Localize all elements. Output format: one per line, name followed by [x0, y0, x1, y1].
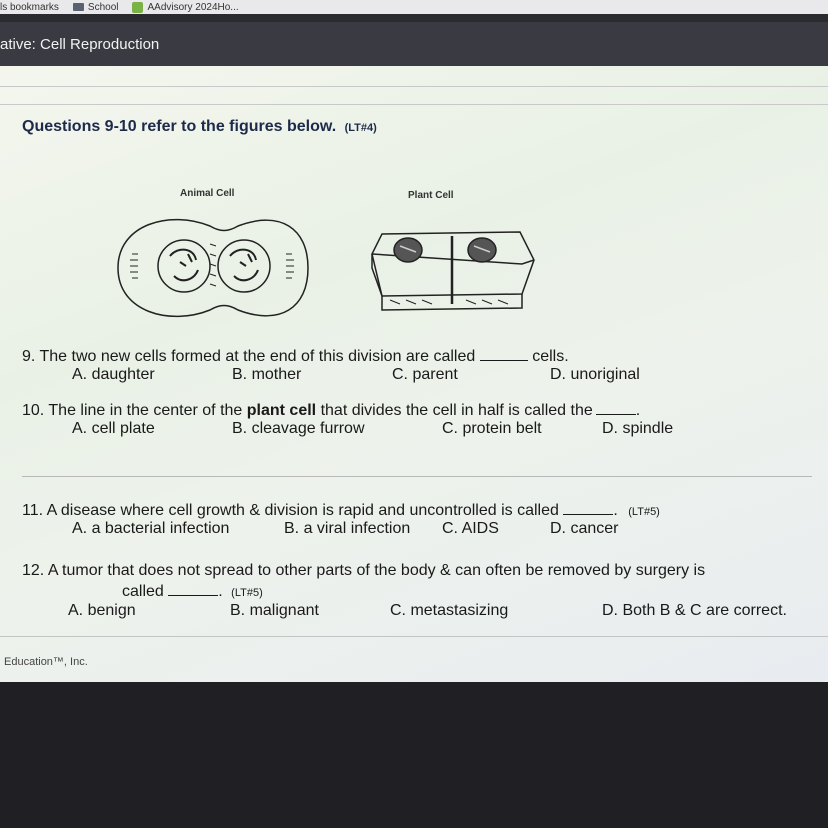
question-number: 11. — [22, 502, 44, 519]
folder-icon — [73, 3, 84, 11]
q10-option-a[interactable]: A. cell plate — [72, 420, 155, 437]
q12-option-b[interactable]: B. malignant — [230, 602, 319, 619]
question-text: A disease where cell growth & division is rapid and uncontrolled is called — [46, 502, 559, 519]
question-12-stem — [22, 562, 705, 580]
q10-option-c[interactable]: C. protein belt — [442, 420, 542, 437]
q12-option-d[interactable]: D. Both B & C are correct. — [602, 602, 787, 619]
animal-cell-figure — [118, 220, 308, 317]
question-text: The two new cells formed at the end of this division are called — [39, 348, 476, 365]
answer-blank — [480, 346, 528, 361]
bookmark-all[interactable] — [0, 2, 59, 13]
assessment-title: ative: Cell Reproduction — [0, 35, 160, 53]
section-divider — [22, 476, 812, 477]
q11-option-d[interactable]: D. cancer — [550, 520, 619, 537]
question-12-stem-cont — [122, 581, 263, 601]
question-11-stem — [22, 500, 660, 520]
q9-option-d[interactable]: D. unoriginal — [550, 366, 640, 383]
divider — [0, 86, 828, 87]
divider — [0, 636, 828, 637]
question-text-end: cells. — [532, 348, 569, 365]
question-heading — [22, 118, 377, 136]
heading-lt: (LT#4) — [344, 122, 377, 134]
bookmark-aadvisory[interactable] — [132, 2, 238, 13]
bookmarks-bar — [0, 0, 828, 14]
question-9-stem — [22, 346, 569, 366]
answer-blank — [168, 581, 218, 596]
q11-option-b[interactable]: B. a viral infection — [284, 520, 411, 537]
question-text: The line in the center of the — [48, 402, 243, 419]
question-10-stem — [22, 400, 640, 420]
plant-cell-label: Plant Cell — [408, 190, 454, 201]
app-icon — [132, 2, 143, 13]
copyright-footer: Education™, Inc. — [4, 656, 88, 668]
answer-blank — [596, 400, 636, 415]
answer-blank — [563, 500, 613, 515]
question-lt: (LT#5) — [231, 587, 263, 599]
animal-cell-label: Animal Cell — [180, 188, 235, 199]
question-text-b: called — [122, 583, 164, 600]
cell-division-figures — [110, 204, 540, 332]
question-number: 9. — [22, 348, 36, 365]
bookmark-label: AAdvisory 2024Ho... — [147, 1, 239, 13]
question-number: 12. — [22, 562, 45, 579]
question-lt: (LT#5) — [628, 506, 660, 518]
q10-option-b[interactable]: B. cleavage furrow — [232, 420, 365, 437]
divider — [0, 104, 828, 105]
q11-option-c[interactable]: C. AIDS — [442, 520, 499, 537]
question-text-end: . — [218, 583, 223, 600]
q9-option-b[interactable]: B. mother — [232, 366, 302, 383]
question-text: A tumor that does not spread to other parts of the body & can often be removed by surgery is — [47, 562, 706, 579]
dark-region — [0, 682, 828, 828]
question-text-b: that divides the cell in half is called the — [320, 402, 593, 419]
question-text-bold: plant cell — [246, 402, 317, 419]
plant-cell-figure — [372, 232, 534, 310]
bookmark-label: School — [87, 1, 119, 13]
bookmark-label: ls bookmarks — [0, 1, 59, 13]
q9-option-a[interactable]: A. daughter — [72, 366, 155, 383]
toolbar-gap — [0, 14, 828, 22]
q10-option-d[interactable]: D. spindle — [602, 420, 674, 437]
assessment-title-bar — [0, 22, 828, 66]
q12-option-c[interactable]: C. metastasizing — [390, 602, 509, 619]
question-number: 10. — [22, 402, 45, 419]
question-text-end: . — [613, 502, 618, 519]
q11-option-a[interactable]: A. a bacterial infection — [72, 520, 230, 537]
q9-option-c[interactable]: C. parent — [392, 366, 458, 383]
bookmark-school[interactable] — [73, 2, 119, 13]
question-text-end: . — [635, 402, 641, 419]
assessment-page — [0, 66, 828, 682]
q12-option-a[interactable]: A. benign — [68, 602, 136, 619]
heading-text: Questions 9-10 refer to the figures below. — [22, 118, 337, 135]
